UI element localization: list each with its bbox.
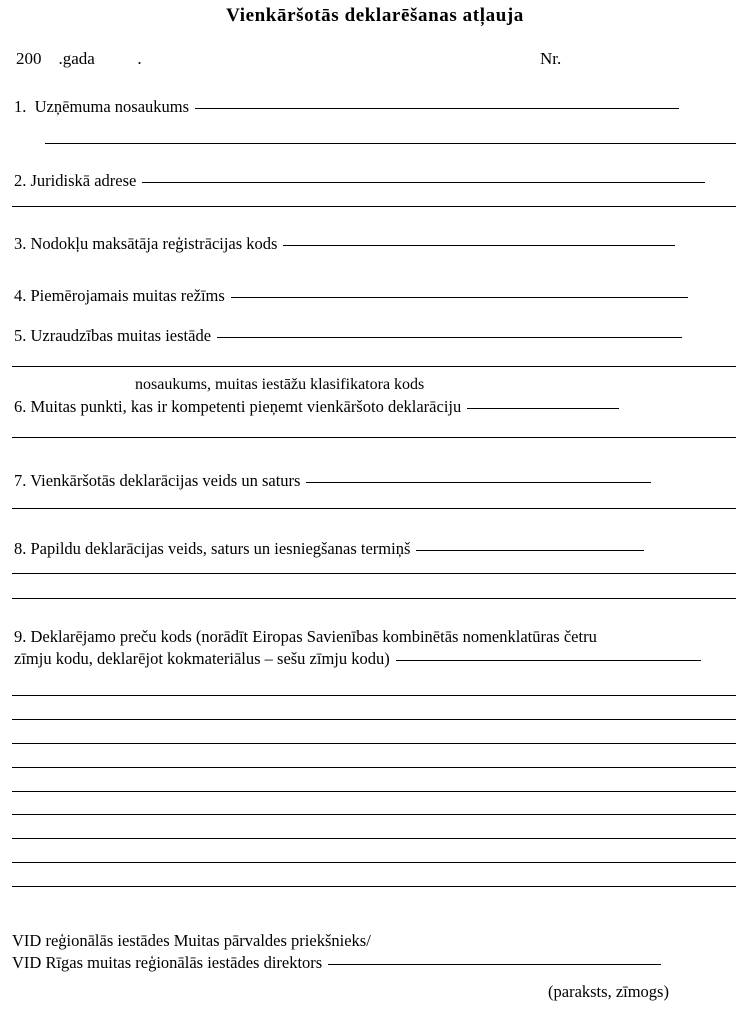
- field-label-1: 1. Uzņēmuma nosaukums: [14, 97, 190, 116]
- signatory-title-line-2-wrap: [12, 952, 661, 973]
- field-caption-5: nosaukums, muitas iestāžu klasifikatora kods: [135, 376, 425, 393]
- field-input-7[interactable]: [306, 482, 651, 483]
- field-continuation-line-8b[interactable]: [12, 598, 736, 599]
- field-continuation-line-9f[interactable]: [12, 814, 736, 815]
- field-continuation-line-9a[interactable]: [12, 695, 736, 696]
- field-row-2: [14, 170, 705, 191]
- field-input-4[interactable]: [231, 297, 688, 298]
- field-label-5: 5. Uzraudzības muitas iestāde: [14, 326, 212, 345]
- field-continuation-line-9c[interactable]: [12, 743, 736, 744]
- field-row-9: [14, 626, 738, 670]
- field-row-5: [14, 325, 682, 346]
- field-label-2: 2. Juridiskā adrese: [14, 171, 137, 190]
- field-input-5[interactable]: [217, 337, 682, 338]
- field-continuation-line-2a[interactable]: [12, 206, 736, 207]
- date-field[interactable]: 200 .gada .: [16, 49, 142, 68]
- field-continuation-line-8a[interactable]: [12, 573, 736, 574]
- signature-caption: (paraksts, zīmogs): [548, 982, 669, 1001]
- field-row-3: [14, 233, 675, 254]
- field-continuation-line-5a[interactable]: [12, 366, 736, 367]
- field-input-3[interactable]: [283, 245, 675, 246]
- field-continuation-line-7a[interactable]: [12, 508, 736, 509]
- field-input-6[interactable]: [467, 408, 619, 409]
- field-label-9-line1: 9. Deklarējamo preču kods (norādīt Eiropas Savienības kombinētās nomenklatūras četru: [14, 627, 597, 646]
- field-label-7: 7. Vienkāršotās deklarācijas veids un saturs: [14, 471, 301, 490]
- field-label-9-line2-wrap: [14, 648, 738, 670]
- field-label-6: 6. Muitas punkti, kas ir kompetenti pieņemt vienkāršoto deklarāciju: [14, 397, 462, 416]
- field-continuation-line-1a[interactable]: [45, 143, 736, 144]
- field-row-1: [14, 96, 679, 117]
- field-input-8[interactable]: [416, 550, 644, 551]
- field-continuation-line-9b[interactable]: [12, 719, 736, 720]
- permit-number-field[interactable]: Nr.: [540, 49, 562, 68]
- signatory-title-line-1: VID reģionālās iestādes Muitas pārvaldes priekšnieks/: [12, 931, 371, 950]
- field-label-4: 4. Piemērojamais muitas režīms: [14, 286, 225, 305]
- field-label-9-line2: zīmju kodu, deklarējot kokmateriālus – sešu zīmju kodu): [14, 649, 390, 668]
- page-title: Vienkāršotās deklarēšanas atļauja: [226, 5, 524, 26]
- field-continuation-line-9e[interactable]: [12, 791, 736, 792]
- field-input-1[interactable]: [195, 108, 679, 109]
- field-input-2[interactable]: [142, 182, 705, 183]
- field-continuation-line-6a[interactable]: [12, 437, 736, 438]
- field-row-6: [14, 396, 619, 417]
- field-label-3: 3. Nodokļu maksātāja reģistrācijas kods: [14, 234, 278, 253]
- signature-input[interactable]: [328, 964, 661, 965]
- field-input-9[interactable]: [396, 660, 701, 661]
- signatory-title-line-2: VID Rīgas muitas reģionālās iestādes direktors: [12, 953, 323, 972]
- field-label-8: 8. Papildu deklarācijas veids, saturs un iesniegšanas termiņš: [14, 539, 411, 558]
- field-continuation-line-9d[interactable]: [12, 767, 736, 768]
- field-row-4: [14, 285, 688, 306]
- field-continuation-line-9g[interactable]: [12, 838, 736, 839]
- field-row-7: [14, 470, 651, 491]
- field-continuation-line-9i[interactable]: [12, 886, 736, 887]
- field-row-8: [14, 538, 644, 559]
- field-continuation-line-9h[interactable]: [12, 862, 736, 863]
